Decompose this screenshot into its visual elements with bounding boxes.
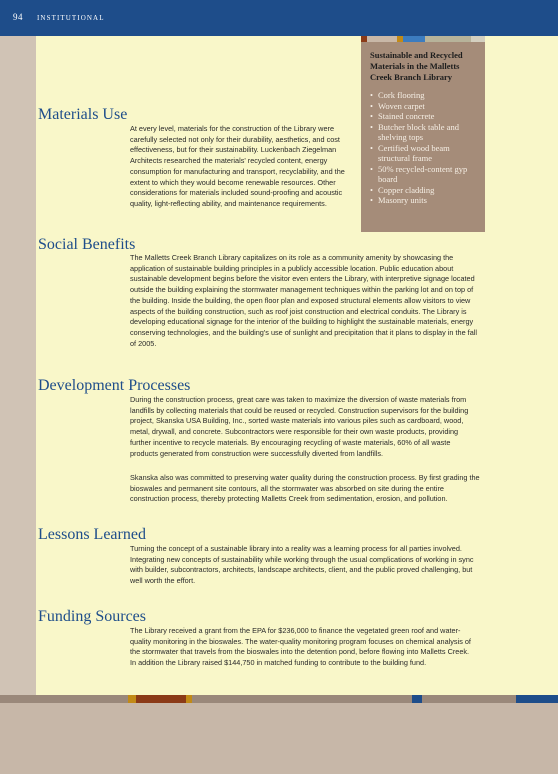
footer-blue-segment-2	[516, 695, 558, 703]
sidebar-title: Sustainable and Recycled Materials in the Malletts Creek Branch Library	[370, 50, 463, 82]
footer-blue-segment	[412, 695, 422, 703]
list-item: • Certified wood beam structural frame	[370, 143, 477, 164]
social-paragraph: The Malletts Creek Branch Library capitalizes on its role as a community amenity by showcasing the application of sustainable building principles in a publicly accessible location. Public education about sustainable development begins before the visitor even enters the Library, with interpretive signage located outside the building explaining the stormwater management techniques within the parking lot and on top of the building. Inside the building, the open floor plan and exposed structural elements allow visitors to view aspects of the building construction, such as roof joist construction and electrical conduits. The Library is developing educational signage for the interior of the building to highlight the sustainable materials, energy conserving technologies, and the building's use of sunlight and precipitation that it plans to display in the fall of 2005.	[130, 253, 478, 348]
materials-sidebar	[361, 42, 485, 232]
section-label: INSTITUTIONAL	[37, 14, 105, 22]
lessons-heading: Lessons Learned	[38, 526, 146, 543]
list-item: • Woven carpet	[370, 101, 477, 112]
social-heading: Social Benefits	[38, 236, 136, 253]
footer-background	[0, 703, 558, 774]
materials-heading: Materials Use	[38, 106, 128, 123]
funding-paragraph-1: The Library received a grant from the EPA for $236,000 to finance the vegetated green roof and water-quality monitoring in the bioswales. The water-quality monitoring program focuses on chemical analysis of the stormwater that travels from the bioswales into the detention pond, before flowing into Malletts Creek.	[130, 626, 471, 657]
lessons-paragraph: Turning the concept of a sustainable library into a reality was a learning process for all parties involved. Integrating new concepts of sustainability while working through the usual complications of working in sync with builder, subcontractors, architects, landscape architects, client, and the public proved challenging, but well worth the effort.	[130, 544, 474, 586]
funding-heading: Funding Sources	[38, 608, 146, 625]
list-item: • Masonry units	[370, 195, 477, 206]
list-item: • 50% recycled-content gyp board	[370, 164, 477, 185]
page-number: 94	[13, 12, 23, 22]
footer-color-bar	[0, 695, 558, 703]
materials-paragraph: At every level, materials for the construction of the Library were carefully selected not only for their durability, aesthetics, and cost effectiveness, but for their sustainability. Luckenbach Ziegelman Architects researched the materials' recycled content, energy consumption for manufacturing and transport, recyclability, and the extent to which they would become renewable resources. Other considerations for materials included sound-proofing and acoustic quality, light-reflecting ability, and maintenance requirements.	[130, 124, 345, 208]
page-header	[0, 0, 558, 36]
list-item: • Copper cladding	[370, 185, 477, 196]
footer-gold-segment	[128, 695, 136, 703]
materials-list	[370, 90, 477, 206]
footer-gold-segment-2	[186, 695, 192, 703]
left-margin-strip	[0, 36, 36, 695]
list-item: • Cork flooring	[370, 90, 477, 101]
funding-paragraph-2: In addition the Library raised $144,750 in matched funding to contribute to the building fund.	[130, 658, 427, 667]
list-item: • Stained concrete	[370, 111, 477, 122]
development-paragraph-1: During the construction process, great care was taken to maximize the diversion of waste materials from landfills by collecting materials that could be reused or recycled. Construction supervisors for the building project, Skanska USA Building, Inc., sorted waste materials into various piles such as cardboard, wood, metal, drywall, and concrete. Subcontractors were responsible for their own waste products, providing further incentive to recycle materials. By encouraging recycling of waste materials, 60% of all waste products generated from construction were successfully diverted from landfills.	[130, 395, 469, 458]
development-paragraph-2: Skanska also was committed to preserving water quality during the construction process. By first grading the bioswales and permanent site contours, all the stormwater was absorbed on site during the entire construction process, thereby protecting Malletts Creek from sedimentation, erosion, and pollution.	[130, 473, 480, 504]
development-heading: Development Processes	[38, 377, 191, 394]
footer-rust-segment	[136, 695, 186, 703]
list-item: • Butcher block table and shelving tops	[370, 122, 477, 143]
